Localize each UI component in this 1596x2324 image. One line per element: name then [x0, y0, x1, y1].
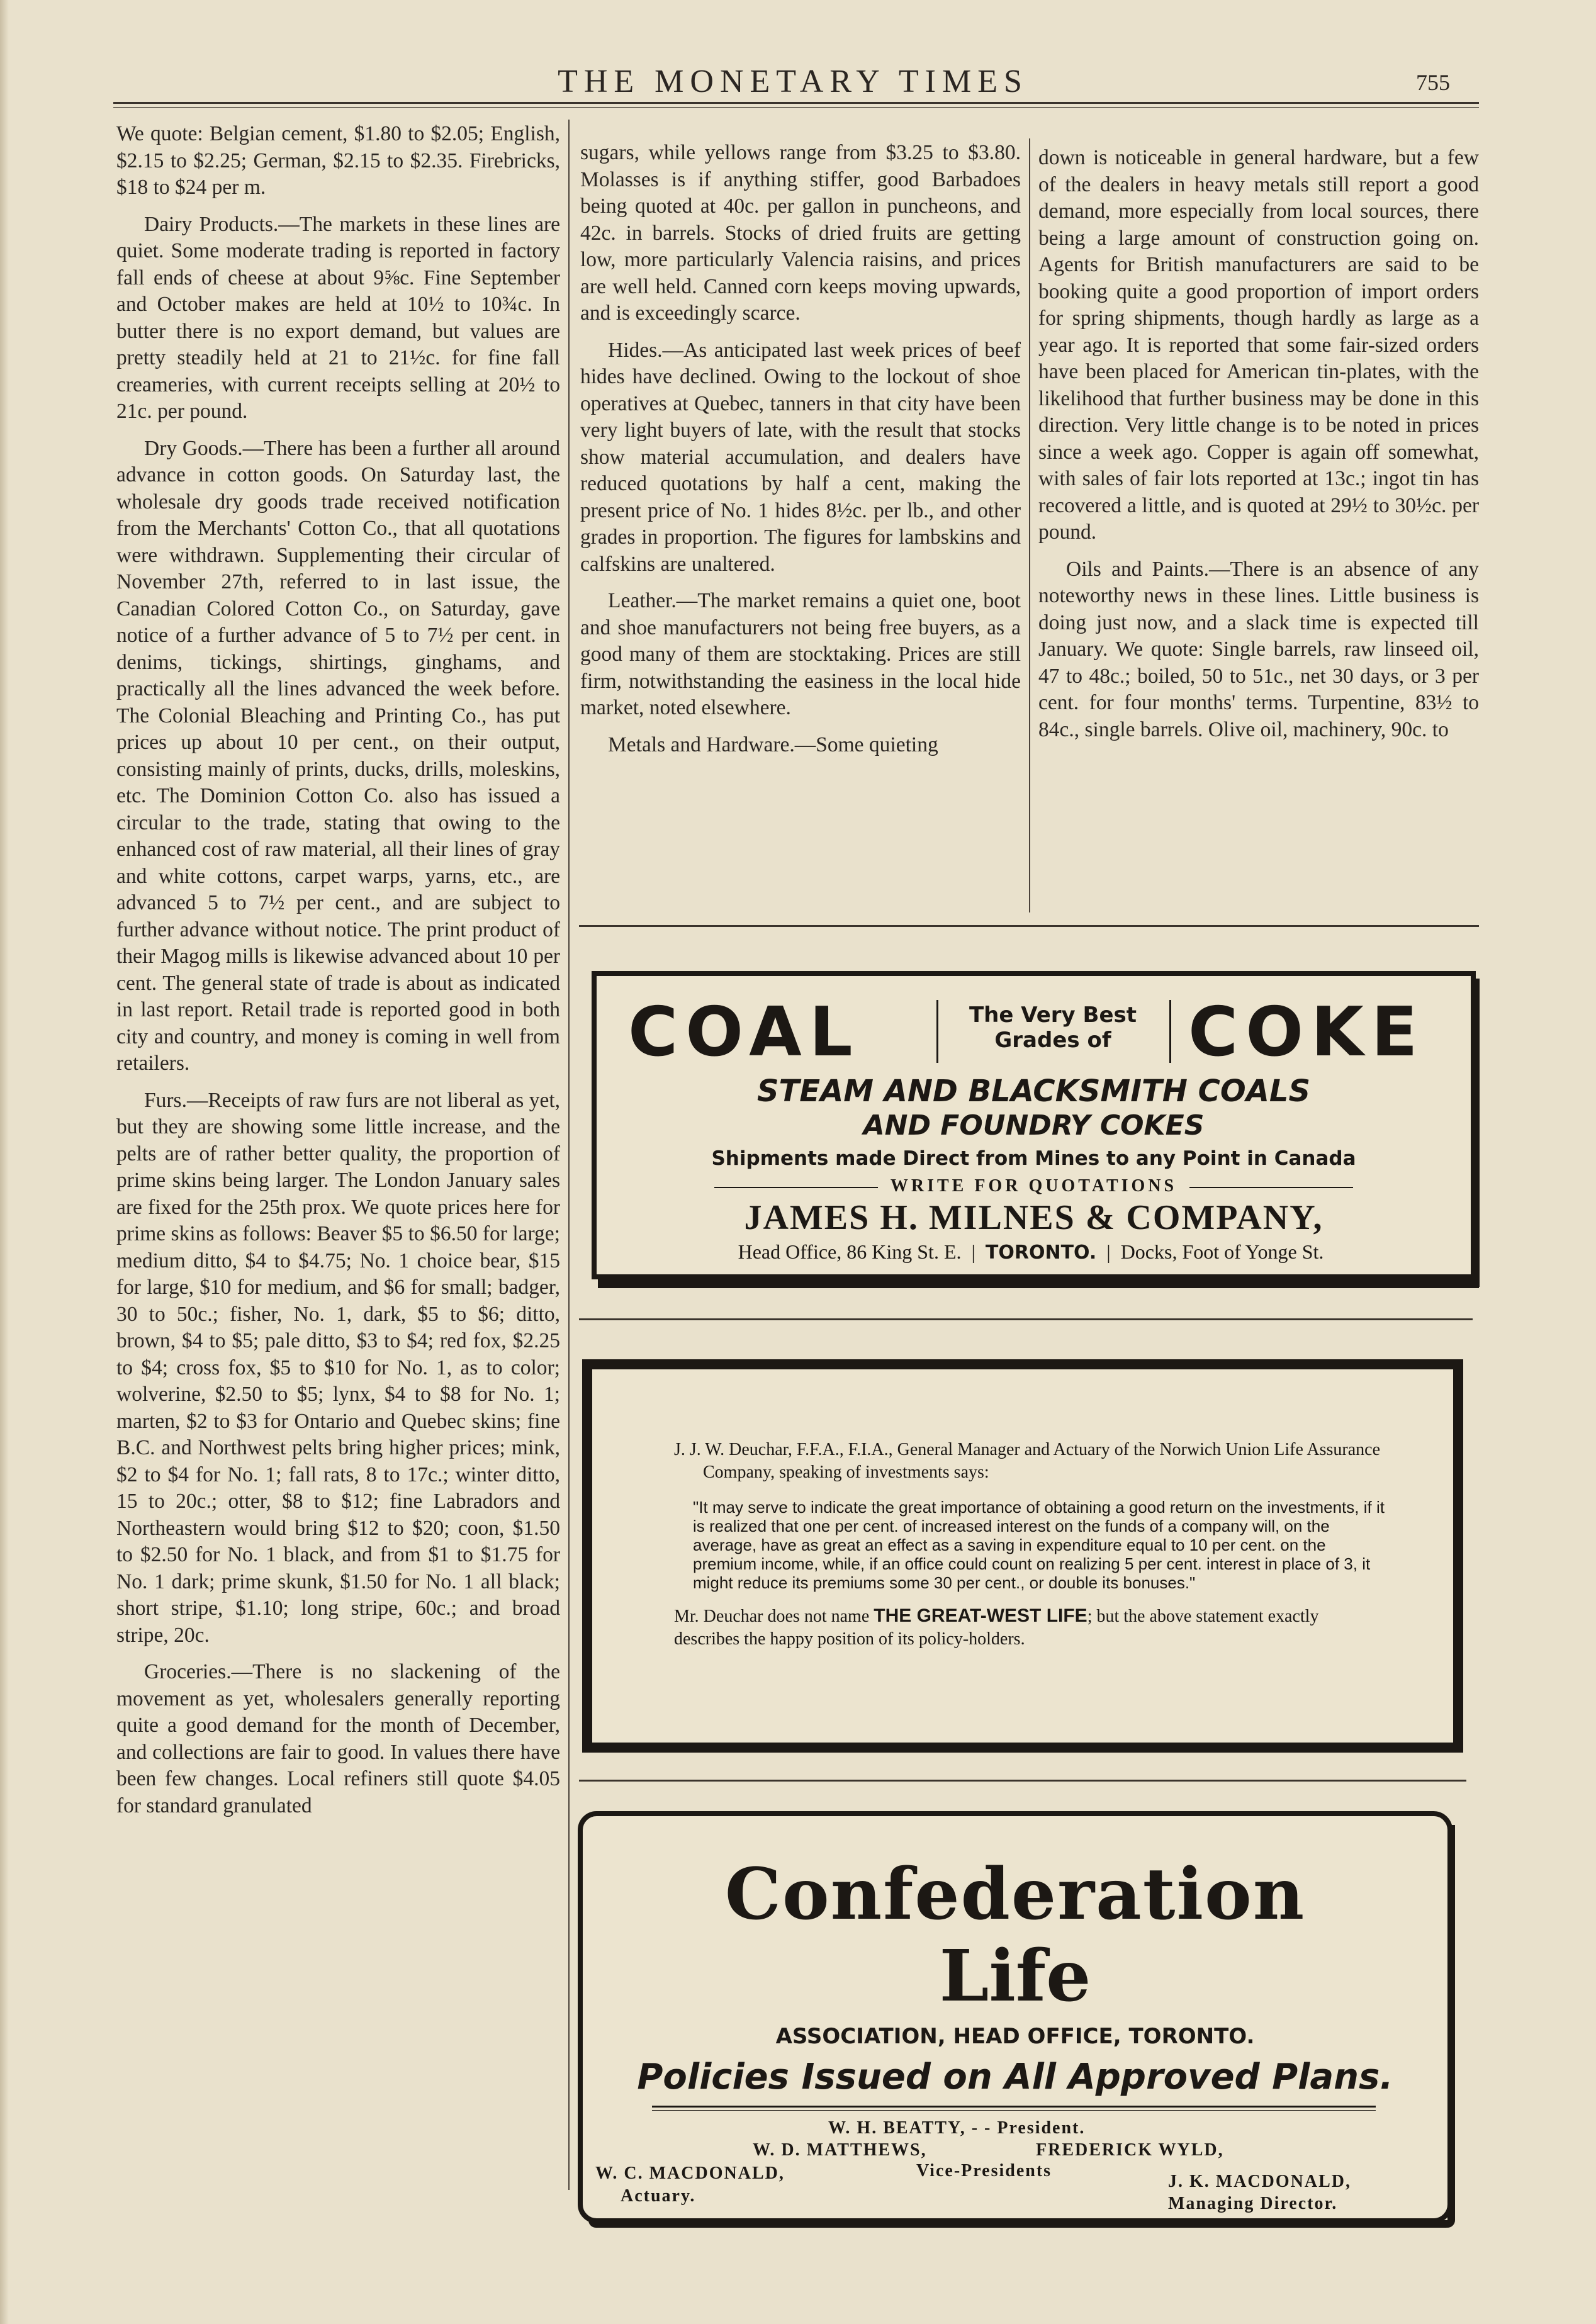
write-for-quotations: WRITE FOR QUOTATIONS: [890, 1176, 1177, 1196]
association-subtitle: ASSOCIATION, HEAD OFFICE, TORONTO.: [775, 2024, 1255, 2049]
coal-address-line: Head Office, 86 King St. E. | TORONTO. | Docks, Foot of Yonge St.: [738, 1240, 1324, 1264]
city: TORONTO.: [985, 1242, 1097, 1264]
coal-heading-row: [628, 995, 1453, 1070]
actuary-name: W. C. MACDONALD,: [595, 2164, 785, 2183]
section-rule: [579, 925, 1479, 927]
grades-label: The Very Best Grades of: [969, 1002, 1137, 1053]
paragraph-dairy: Dairy Products.—The markets in these lines are quiet. Some moderate trading is reported in factory fall ends of cheese at about 9⅝c. Fine September and October makes are held at 10½ to 10¾c. In butter there is no export demand, but values are pretty steadily held at 21 to 21½c. for fine fall creameries, with current receipts selling at 20½ to 21c. per pound.: [116, 212, 560, 423]
managing-director-name: J. K. MACDONALD,: [1168, 2172, 1351, 2191]
policies-tagline: Policies Issued on All Approved Plans.: [637, 2057, 1393, 2097]
masthead-title: THE MONETARY TIMES: [558, 64, 1028, 99]
deuchar-quote: "It may serve to indicate the great importance of obtaining a good return on the investments, if it is realized that one per cent. of increased interest on the funds of a company will, on the average, have as great an effect as a saving in expenditure equal to 10 per cent. on the premium income, while, if an office could count on realizing 5 per cent. interest in place of 3, it might reduce its premiums some 30 per cent., or double its bonuses.": [693, 1498, 1385, 1592]
rule-right: [1189, 1187, 1353, 1188]
great-west-name: THE GREAT-WEST LIFE: [874, 1605, 1087, 1626]
coal-line-2: AND FOUNDRY COKES: [863, 1109, 1205, 1142]
ad-shadow: [1471, 979, 1480, 1287]
page-edge-shadow: [0, 0, 9, 2324]
paragraph-dry-goods: Dry Goods.—There has been a further all around advance in cotton goods. On Saturday last, the wholesale dry goods trade received notification from the Merchants' Cotton Co., that all quotations were withdrawn. Supplementing their circular of November 27th, referred to in last issue, the Canadian Colored Cotton Co., on Saturday, gave notice of a further advance of 5 to 7½ per cent. in denims, tickings, shirtings, ginghams, and practically all the lines advanced the week before. The Colonial Bleaching and Printing Co., has put prices up about 10 per cent., on their output, consisting mainly of prints, ducks, drills, moleskins, etc. The Dominion Cotton Co. also has issued a circular to the trade, stating that owing to the enhanced cost of raw material, all their lines of gray and white cottons, carpet warps, yarns, etc., are advanced 5 to 7½ per cent., and are subject to further advance without notice. The print product of their Magog mills is likewise advanced about 10 per cent. The general state of trade is about as indicated in last report. Retail trade is reported good in both city and country, and money is coming in well from retailers.: [116, 436, 560, 1075]
ad-shadow: [1447, 1825, 1455, 2228]
vice-presidents-label: Vice-Presidents: [916, 2161, 1052, 2181]
paragraph-metals: Metals and Hardware.—Some quieting: [608, 733, 938, 756]
closing-after: ; but the above statement exactly describes the happy position of its policy-holders.: [674, 1607, 1319, 1649]
paragraph-groceries: Groceries.—There is no slackening of the movement as yet, wholesalers generally reporting quite a good demand for the month of December, and collections are fair to good. In values there have been few changes. Local refiners still quote $4.05 for standard granulated: [116, 1660, 560, 1817]
page-number: 755: [1416, 70, 1450, 95]
column-divider: [568, 120, 570, 2190]
paragraph-hides: Hides.—As anticipated last week prices of beef hides have declined. Owing to the lockout of shoe operatives at Quebec, tanners in that city have been very light buyers of late, with the result that stocks show material accumulation, and dealers have reduced quotations by half a cent, making the present price of No. 1 hides 8½c. per lb., and other grades in proportion. The figures for lambskins and calfskins are unaltered.: [580, 338, 1021, 576]
tagline-rule: [652, 2106, 1376, 2108]
column-3: [1038, 145, 1479, 753]
tagline-rule-thin: [652, 2110, 1376, 2111]
coal-advertisement: [592, 971, 1476, 1279]
masthead-rule-thin: [113, 107, 1479, 108]
section-rule: [579, 1780, 1466, 1782]
section-rule: [579, 1318, 1473, 1320]
ad-shadow: [598, 1279, 1479, 1288]
life-title: Life: [939, 1935, 1091, 2018]
great-west-text: [674, 1439, 1385, 1651]
great-west-closing: [674, 1605, 1385, 1651]
rule-left: [714, 1187, 878, 1188]
vice-president-2: FREDERICK WYLD,: [1036, 2140, 1224, 2160]
coal-line-3: Shipments made Direct from Mines to any Point in Canada: [711, 1147, 1356, 1170]
coke-word: COKE: [1188, 993, 1425, 1072]
closing-before: Mr. Deuchar does not name: [674, 1607, 870, 1626]
coal-line-1: STEAM AND BLACKSMITH COALS: [756, 1074, 1311, 1109]
actuary-title: Actuary.: [621, 2186, 696, 2206]
masthead-rule: [113, 102, 1479, 104]
coal-line-4: [597, 1176, 1471, 1196]
paragraph-furs: Furs.—Receipts of raw furs are not liberal as yet, but they are showing some little increase, and the pelts are of rather better quality, the proportion of prime skins being larger. The London January sales are fixed for the 25th prox. We quote prices here for prime skins as follows: Beaver $5 to $6.50 for large; medium ditto, $4 to $4.75; No. 1 choice bear, $15 for large, $10 for medium, and $6 for small; badger, 30 to 50c.; fisher, No. 1, dark, $5 to $6; ditto, brown, $4 to $5; pale ditto, $3 to $4; red fox, $2.25 to $4; cross fox, $5 to $10 for No. 1, as to color; wolverine, $2.50 to $5; lynx, $4 to $8 for No. 1; marten, $2 to $3 for Ontario and Quebec skins; fine B.C. and Northwest pelts bring higher prices; mink, $2 to $4 for No. 1; fall rats, 8 to 17c.; winter ditto, 15 to 20c.; otter, $8 to $12; fine Labradors and Northeastern would bring $12 to $20; coon, $1.50 to $2.50 for No. 1 black, and from $1 to $1.75 for No. 1 dark; prime skunk, $1.50 for No. 1 all black; short stripe, $1.10; long stripe, 60c.; and broad stripe, 20c.: [116, 1088, 560, 1647]
president-line: W. H. BEATTY, - - President.: [828, 2118, 1086, 2138]
paragraph: down is noticeable in general hardware, but a few of the dealers in heavy metals still report a good demand, more especially from local sources, there being a large amount of construction going on. Agents for British manufacturers are said to be booking quite a good proportion of import orders for spring shipments, though hardly as large as a year ago. It is reported that some fair-sized orders have been placed for American tin-plates, with the likelihood that further business may be done in this direction. Very little change is to be noted in prices since a week ago. Copper is again off somewhat, with sales of fair lots reported at 13c.; ingot tin has recovered a little, and is quoted at 29½ to 30½c. per pound.: [1038, 146, 1479, 544]
paragraph-oils: Oils and Paints.—There is an absence of any noteworthy news in these lines. Little business is doing just now, and a slack time is expected till January. We quote: Single barrels, raw linseed oil, 47 to 48c.; boiled, 50 to 51c., net 30 days, or 3 per cent. for four months' terms. Turpentine, 83½ to 84c., single barrels. Olive oil, machinery, 90c. to: [1038, 557, 1479, 741]
column-1: [116, 121, 560, 1829]
confederation-life-advertisement: [578, 1811, 1453, 2223]
deuchar-intro: J. J. W. Deuchar, F.F.A., F.I.A., General Manager and Actuary of the Norwich Union Life Assurance Company, speaking of investments says:: [674, 1440, 1380, 1482]
confederation-title: Confederation: [724, 1853, 1306, 1936]
column-divider: [1029, 138, 1030, 912]
managing-director-title: Managing Director.: [1168, 2194, 1338, 2213]
heading-separator: [1169, 1000, 1171, 1063]
vice-president-1: W. D. MATTHEWS,: [753, 2140, 927, 2160]
ad-shadow: [588, 2220, 1454, 2228]
head-office: Head Office, 86 King St. E.: [738, 1240, 962, 1263]
paragraph-leather: Leather.—The market remains a quiet one, boot and shoe manufacturers not being free buyers, as a good many of them are stocktaking. Prices are still firm, notwithstanding the easiness in the local hide market, noted elsewhere.: [580, 589, 1021, 719]
paragraph: sugars, while yellows range from $3.25 to $3.80. Molasses is if anything stiffer, good Barbadoes being quoted at 40c. per gallon in puncheons, and 42c. in barrels. Stocks of dried fruits are getting low, more particularly Valencia raisins, and prices are well held. Canned corn keeps moving upwards, and is exceedingly scarce.: [580, 141, 1021, 325]
coal-word: COAL: [628, 993, 860, 1072]
great-west-advertisement: [582, 1359, 1463, 1753]
company-name: JAMES H. MILNES & COMPANY,: [744, 1198, 1323, 1237]
column-2: [580, 140, 1021, 768]
docks: Docks, Foot of Yonge St.: [1120, 1240, 1324, 1263]
heading-separator: [936, 1000, 938, 1063]
paragraph: We quote: Belgian cement, $1.80 to $2.05; English, $2.15 to $2.25; German, $2.15 to $2.35. Firebricks, $18 to $24 per m.: [116, 122, 560, 199]
